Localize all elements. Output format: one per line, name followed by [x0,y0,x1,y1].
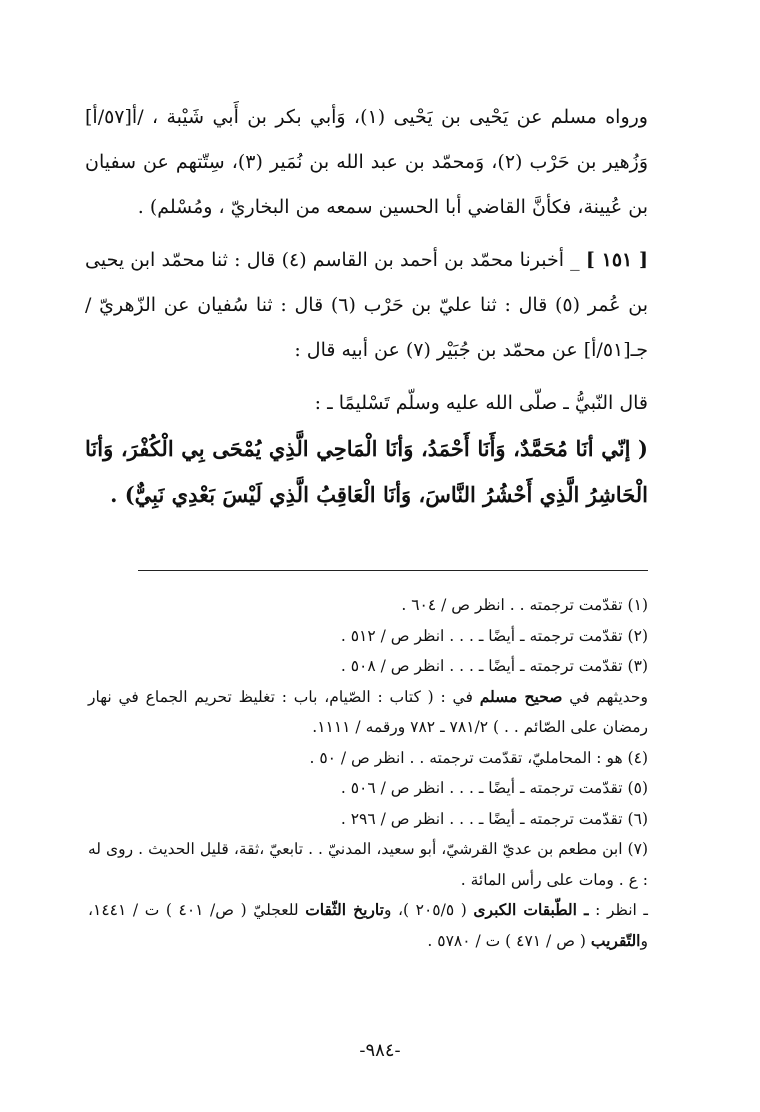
footnote-5: (٥) تقدّمت ترجمته ـ أيضًا ـ . . . انظر ص / ٥٠٦ . [340,779,648,797]
book-title-tabaqat: ـ الطّبقات الكبرى [473,900,589,919]
footnote-7-sources [88,895,648,956]
paragraph-hadith-151 [85,238,648,373]
isnad-text: _ أخبرنا محمّد بن أحمد بن القاسم (٤) قال : ثنا محمّد ابن يحيى بن عُمر (٥) قال : ثنا عليّ بن حَرْب (٦) قال : ثنا سُفيان عن الزّهريّ / جـ[٥١/أ] عن محمّد بن جُبَيْر (٧) عن أبيه قال : [85,249,648,361]
note-text: للعجليّ ( ص/ ٤٠١ ) ت / ١٤٤١، و [88,901,648,950]
hadith-number: [ ١٥١ ] [585,249,649,271]
footnote-3: (٣) تقدّمت ترجمته ـ أيضًا ـ . . . انظر ص / ٥٠٨ . [340,657,648,675]
note-text: وحديثهم في [569,687,649,706]
hadith-matn: ( إنّي أنَا مُحَمَّدٌ، وَأَنَا أَحْمَدُ، وَأنَا الْمَاحِي الَّذِي يُمْحَى بِي الْكُفْرَ، وَأنَا الْحَاشِرُ الَّذِي أَحْشُرُ النَّاسَ، وَأنَا الْعَاقِبُ الَّذِي لَيْسَ بَعْدِي نَبِيٌّ) . [85,436,648,507]
note-text: ـ انظر : [595,901,648,919]
footnote-divider [138,570,648,571]
footnote-4: (٤) هو : المحامليّ، تقدّمت ترجمته . . انظر ص / ٥٠ . [309,748,648,767]
book-title-sahih-muslim: صحيح مسلم [479,686,563,706]
note-text: ( ص / ٤٧١ ) ت / ٥٧٨٠ . [427,931,586,950]
paragraph-riwayah: ورواه مسلم عن يَحْيى بن يَحْيى (١)، وَأبي بكر بن أَبي شَيْبة ، /أ[٥٧/أ] وَزُهير بن حَرْب (٢)، وَمحمّد بن عبد الله بن نُمَير (٣)، سِتّتهم عن سفيان بن عُيينة، فكأنَّ القاضي أبا الحسين سمعه من البخاريّ ، ومُسْلم) . [85,106,648,218]
footnote-1: (١) تقدّمت ترجمته . . انظر ص / ٦٠٤ . [401,596,648,614]
page-number: -٩٨٤- [359,1040,401,1061]
footnote-6: (٦) تقدّمت ترجمته ـ أيضًا ـ . . . انظر ص / ٢٩٦ . [340,809,648,828]
footnote-7: (٧) ابن مطعم بن عديّ القرشيّ، أبو سعيد، المدنيّ . . تابعيّ ،ثقة، قليل الحديث . روى له : ع . ومات على رأس المائة . [88,840,648,889]
footnote-2: (٢) تقدّمت ترجمته ـ أيضًا ـ . . . انظر ص / ٥١٢ . [340,626,648,645]
note-text: ( ٢٠٥/٥ )، و [383,901,467,919]
note-text: في : ( كتاب : الصّيام، باب : تغليظ تحريم الجماع في نهار رمضان على الصّائم . . ) ٧٨١/٢ ـ ٧٨٢ ورقمه / ١١١١. [88,687,648,736]
paragraph-qala: قال النّبيُّ ـ صلّى الله عليه وسلّم تَسْليمًا ـ : [314,392,648,414]
main-text [85,95,648,518]
footnote-3-continued [88,682,648,743]
book-title-taqrib: التّقريب [590,930,641,950]
book-title-tarikh: تاريخ الثّقات [305,900,384,919]
footnotes [88,590,648,956]
